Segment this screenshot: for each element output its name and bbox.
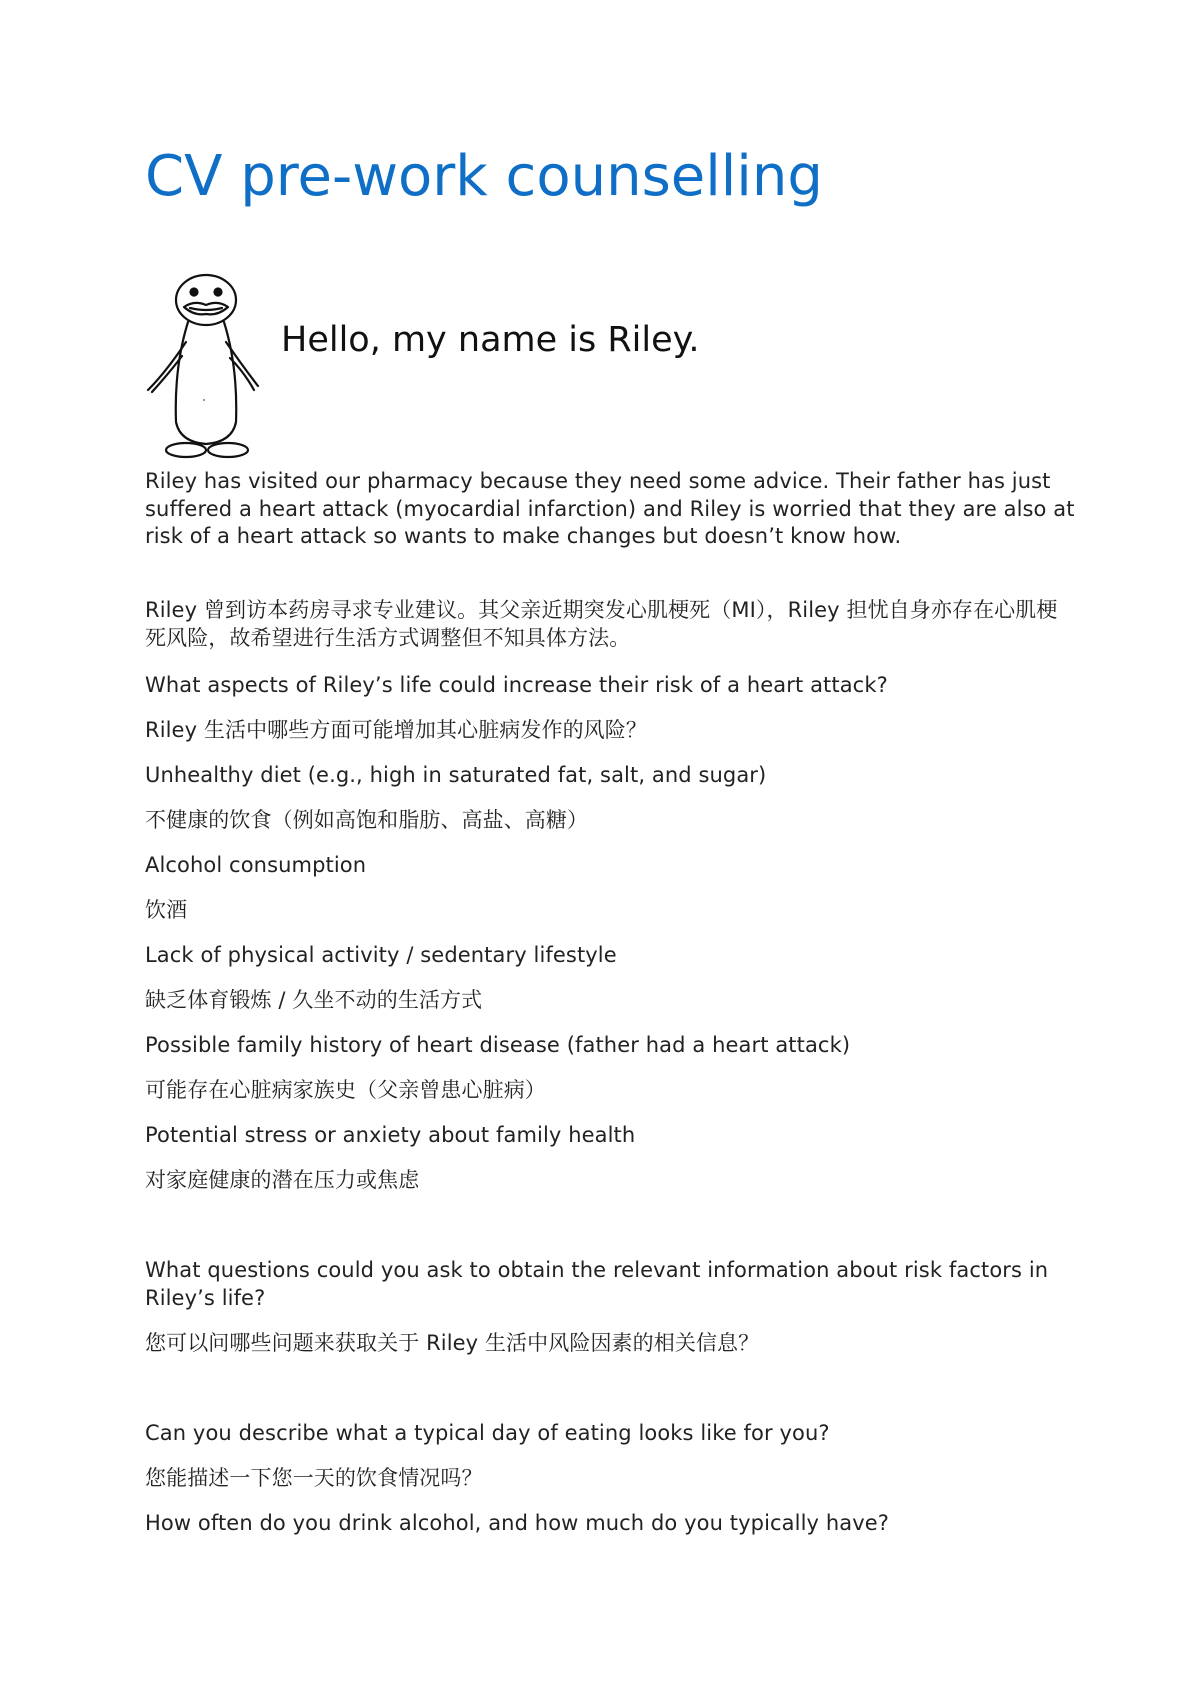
riley-penguin-illustration <box>146 272 266 462</box>
risk-factor-en: Alcohol consumption <box>145 853 367 877</box>
question-2-zh: 您可以问哪些问题来获取关于 Riley 生活中风险因素的相关信息？ <box>145 1331 760 1355</box>
counselling-question-zh: 您能描述一下您一天的饮食情况吗？ <box>145 1466 483 1490</box>
risk-factor-en: Unhealthy diet (e.g., high in saturated fat, salt, and sugar) <box>145 763 767 787</box>
question-1-zh: Riley 生活中哪些方面可能增加其心脏病发作的风险？ <box>145 718 647 742</box>
risk-factor-en: Potential stress or anxiety about family health <box>145 1123 636 1147</box>
risk-factor-zh: 饮酒 <box>145 898 188 922</box>
question-1-en: What aspects of Riley’s life could increase their risk of a heart attack? <box>145 673 888 697</box>
intro-paragraph-en: Riley has visited our pharmacy because they need some advice. Their father has just suffered a heart attack (myocardial infarction) and Riley is worried that they are also at risk of a heart attack so wants to make changes but doesn’t know how. <box>145 469 1075 548</box>
document-title: CV pre-work counselling <box>145 144 823 209</box>
risk-factor-zh: 对家庭健康的潜在压力或焦虑 <box>145 1168 420 1192</box>
risk-factor-zh: 不健康的饮食（例如高饱和脂肪、高盐、高糖） <box>145 808 589 832</box>
intro-paragraph-zh: Riley 曾到访本药房寻求专业建议。其父亲近期突发心肌梗死（MI），Riley 担忧自身亦存在心肌梗死风险，故希望进行生活方式调整但不知具体方法。 <box>145 598 1058 650</box>
question-2-en: What questions could you ask to obtain the relevant information about risk factors in Riley’s life? <box>145 1258 1049 1310</box>
risk-factor-zh: 缺乏体育锻炼 / 久坐不动的生活方式 <box>145 988 483 1012</box>
greeting-text: Hello, my name is Riley. <box>281 320 700 360</box>
counselling-question-en: How often do you drink alcohol, and how much do you typically have? <box>145 1511 889 1535</box>
counselling-question-en: Can you describe what a typical day of eating looks like for you? <box>145 1421 830 1445</box>
risk-factor-en: Lack of physical activity / sedentary lifestyle <box>145 943 617 967</box>
risk-factor-en: Possible family history of heart disease (father had a heart attack) <box>145 1033 851 1057</box>
risk-factor-zh: 可能存在心脏病家族史（父亲曾患心脏病） <box>145 1078 546 1102</box>
